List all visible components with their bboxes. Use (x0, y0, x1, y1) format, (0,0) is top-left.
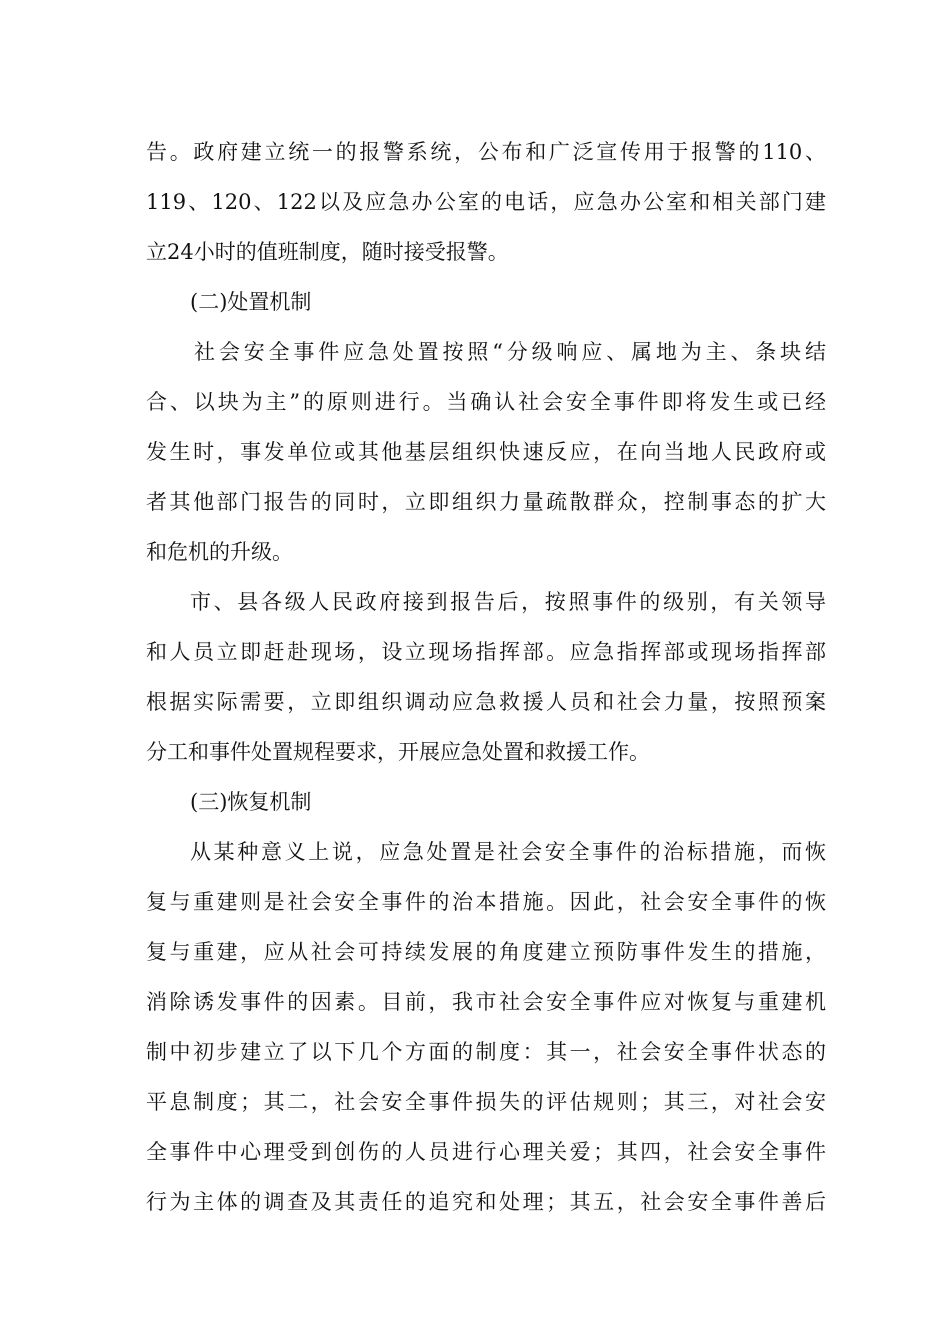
text-line-17: 复与重建，应从社会可持续发展的角度建立预防事件发生的措施， (146, 940, 826, 964)
text-line-15: 从某种意义上说，应急处置是社会安全事件的治标措施，而恢 (190, 840, 826, 864)
text-line-18: 消除诱发事件的因素。目前，我市社会安全事件应对恢复与重建机 (146, 990, 826, 1014)
text-line-7: 发生时，事发单位或其他基层组织快速反应，在向当地人民政府或 (146, 440, 826, 464)
text-line-21: 全事件中心理受到创伤的人员进行心理关爱；其四，社会安全事件 (146, 1140, 826, 1164)
text-line-1: 告。政府建立统一的报警系统，公布和广泛宣传用于报警的110、 (146, 140, 826, 164)
text-line-10: 市、县各级人民政府接到报告后，按照事件的级别，有关领导 (190, 590, 826, 614)
text-line-3: 立24小时的值班制度，随时接受报警。 (146, 240, 509, 264)
text-line-20: 平息制度；其二，社会安全事件损失的评估规则；其三，对社会安 (146, 1090, 826, 1114)
text-line-13: 分工和事件处置规程要求，开展应急处置和救援工作。 (146, 740, 650, 764)
text-line-8: 者其他部门报告的同时，立即组织力量疏散群众，控制事态的扩大 (146, 490, 826, 514)
text-line-11: 和人员立即赶赴现场，设立现场指挥部。应急指挥部或现场指挥部 (146, 640, 826, 664)
section-heading-recovery: (三)恢复机制 (190, 790, 312, 814)
text-line-5: 社会安全事件应急处置按照“分级响应、属地为主、条块结 (194, 340, 826, 364)
section-heading-disposal: (二)处置机制 (190, 290, 312, 314)
text-line-6: 合、以块为主”的原则进行。当确认社会安全事件即将发生或已经 (146, 390, 826, 414)
text-line-19: 制中初步建立了以下几个方面的制度：其一，社会安全事件状态的 (146, 1040, 826, 1064)
text-line-2: 119、120、122以及应急办公室的电话，应急办公室和相关部门建 (146, 190, 826, 214)
text-line-22: 行为主体的调查及其责任的追究和处理；其五，社会安全事件善后 (146, 1190, 826, 1214)
text-line-16: 复与重建则是社会安全事件的治本措施。因此，社会安全事件的恢 (146, 890, 826, 914)
text-line-12: 根据实际需要，立即组织调动应急救援人员和社会力量，按照预案 (146, 690, 826, 714)
text-line-9: 和危机的升级。 (146, 540, 293, 564)
